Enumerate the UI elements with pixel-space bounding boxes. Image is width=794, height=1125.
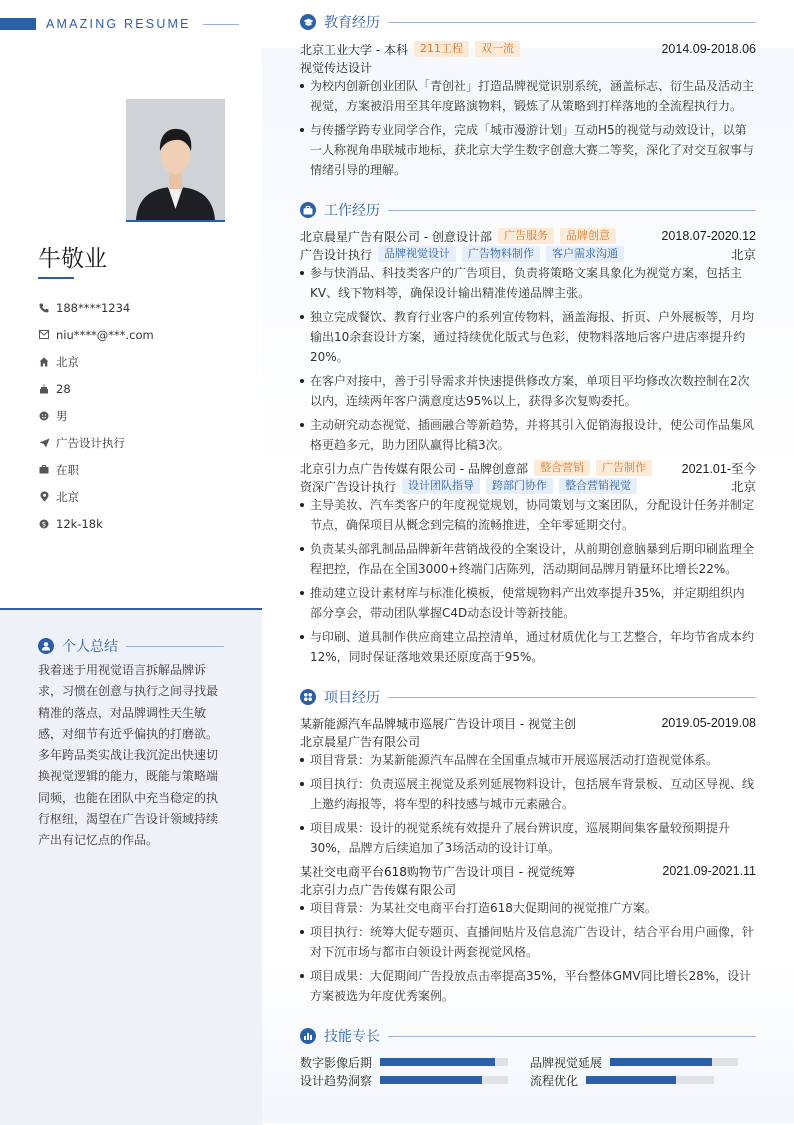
list-item: 独立完成餐饮、教育行业客户的系列宣传物料，涵盖海报、折页、户外展板等，月均输出10余套设计方案，通过持续优化版式与色彩，使物料落地后客户进店率提升约20%。 — [300, 307, 756, 367]
project-row — [300, 714, 756, 732]
list-item: 为校内创新创业团队「青创社」打造品牌视觉识别系统，涵盖标志、衍生品及活动主视觉，方案被沿用至其年度路演物料，锻炼了从策略到打样落地的全流程执行力。 — [300, 76, 756, 116]
work-header — [300, 200, 756, 220]
job-role-row — [300, 245, 756, 263]
contact-text: 北京 — [56, 354, 79, 369]
education-school-row — [300, 40, 756, 58]
contact-text: 12k-18k — [56, 516, 103, 531]
graduation-cap-icon — [300, 14, 316, 30]
brand-header — [0, 16, 239, 32]
job-date: 2018.07-2020.12 — [661, 229, 756, 243]
project-company-row — [300, 732, 756, 750]
projects-line — [388, 697, 756, 698]
skill-item — [300, 1072, 508, 1088]
job-company: 北京晨星广告有限公司 - 创意设计部 — [300, 229, 492, 244]
briefcase-icon — [38, 464, 50, 476]
skill-tag: 广告物料制作 — [462, 246, 540, 262]
contact-list — [38, 294, 238, 537]
job-company: 北京引力点广告传媒有限公司 - 品牌创意部 — [300, 461, 528, 476]
gender-icon — [38, 410, 50, 422]
grid-icon — [300, 689, 316, 705]
contact-email — [38, 321, 238, 348]
project-row — [300, 862, 756, 880]
job-city: 北京 — [730, 480, 756, 494]
list-item: 项目成果：大促期间广告投放点击率提高35%，平台整体GMV同比增长28%，设计方案被选为年度优秀案例。 — [300, 966, 756, 1006]
education-major-row — [300, 58, 756, 76]
job-tag: 品牌创意 — [560, 228, 616, 244]
work-title: 工作经历 — [324, 203, 380, 219]
summary-title: 个人总结 — [62, 639, 118, 655]
job-date: 2021.01-至今 — [681, 462, 756, 476]
skill-bar-fill — [380, 1076, 482, 1084]
project-bullets — [300, 750, 756, 862]
school-tag: 双一流 — [475, 41, 520, 57]
project-date: 2019.05-2019.08 — [661, 716, 756, 730]
profile-photo — [126, 99, 225, 222]
project-bullets — [300, 898, 756, 1010]
skill-item — [300, 1054, 508, 1070]
list-item: 项目背景：为某社交电商平台打造618大促期间的视觉推广方案。 — [300, 898, 756, 918]
skill-tag: 品牌视觉设计 — [378, 246, 456, 262]
work-line — [388, 210, 756, 211]
projects-title: 项目经历 — [324, 690, 380, 706]
contact-age — [38, 375, 238, 402]
job-bullets — [300, 263, 756, 459]
list-item: 项目背景：为某新能源汽车品牌在全国重点城市开展巡展活动打造视觉体系。 — [300, 750, 756, 770]
skill-bar-fill — [586, 1076, 676, 1084]
cake-icon — [38, 383, 50, 395]
contact-salary — [38, 510, 238, 537]
job-bullets — [300, 495, 756, 671]
contact-text: 28 — [56, 381, 71, 396]
skill-name: 品牌视觉延展 — [530, 1055, 603, 1070]
list-item: 参与快消品、科技类客户的广告项目，负责将策略文案具象化为视觉方案，包括主KV、线下物料等，确保设计输出精准传递品牌主张。 — [300, 263, 756, 303]
contact-location — [38, 483, 238, 510]
list-item: 项目成果：设计的视觉系统有效提升了展台辨识度，巡展期间集客量较预期提升30%，品牌方后续追加了3场活动的设计订单。 — [300, 818, 756, 858]
list-item: 在客户对接中，善于引导需求并快速提供修改方案，单项目平均修改次数控制在2次以内，连续两年客户满意度达95%以上，获得多次复购委托。 — [300, 371, 756, 411]
summary-header — [38, 636, 224, 656]
major: 视觉传达设计 — [300, 60, 373, 75]
project-name: 某新能源汽车品牌城市巡展广告设计项目 - 视觉主创 — [300, 716, 576, 731]
skill-bar-fill — [610, 1058, 712, 1066]
skill-tag: 设计团队指导 — [402, 478, 480, 494]
svg-text:$: $ — [41, 520, 47, 529]
name-underline — [38, 277, 74, 279]
contact-home — [38, 348, 238, 375]
skills-title: 技能专长 — [324, 1029, 380, 1045]
job-city: 北京 — [730, 248, 756, 262]
job-tag: 广告制作 — [596, 460, 652, 476]
location-pin-icon — [38, 491, 50, 503]
project-company: 北京引力点广告传媒有限公司 — [300, 882, 457, 897]
bar-chart-icon — [300, 1028, 316, 1044]
skills-header — [300, 1026, 756, 1046]
skill-tag: 跨部门协作 — [486, 478, 553, 494]
education-title: 教育经历 — [324, 15, 380, 31]
skill-bar — [380, 1058, 508, 1066]
skill-bar — [610, 1058, 738, 1066]
list-item: 项目执行：负责巡展主视觉及系列延展物料设计，包括展车背景板、互动区导视、线上邀约海报等，将车型的科技感与城市元素融合。 — [300, 774, 756, 814]
project-name: 某社交电商平台618购物节广告设计项目 - 视觉统筹 — [300, 864, 575, 879]
contact-text: niu****@***.com — [56, 327, 154, 342]
job-company-row — [300, 459, 756, 477]
skill-name: 流程优化 — [530, 1073, 579, 1088]
contact-status — [38, 456, 238, 483]
job-role: 广告设计执行 — [300, 247, 373, 262]
brand-line — [203, 24, 239, 25]
skill-bar — [586, 1076, 714, 1084]
school-name: 北京工业大学 - 本科 — [300, 42, 408, 57]
skill-bar-fill — [380, 1058, 495, 1066]
brand-block — [0, 18, 36, 30]
profile-name: 牛敬业 — [38, 246, 107, 272]
contact-text: 188****1234 — [56, 300, 131, 315]
list-item: 主导美妆、汽车类客户的年度视觉规划，协同策划与文案团队，分配设计任务并制定节点，确保项目从概念到完稿的流畅推进，全年零延期交付。 — [300, 495, 756, 535]
send-icon — [38, 437, 50, 449]
skill-tag: 整合营销视觉 — [559, 478, 637, 494]
list-item: 项目执行：统筹大促专题页、直播间贴片及信息流广告设计，结合平台用户画像，针对下沉市场与都市白领设计两套视觉风格。 — [300, 922, 756, 962]
skill-name: 设计趋势洞察 — [300, 1073, 373, 1088]
school-tag: 211工程 — [414, 41, 469, 57]
contact-text: 北京 — [56, 489, 79, 504]
education-header — [300, 12, 756, 32]
skill-tag: 客户需求沟通 — [546, 246, 624, 262]
job-role-row — [300, 477, 756, 495]
contact-gender — [38, 402, 238, 429]
salary-icon — [38, 518, 50, 530]
mail-icon — [38, 329, 50, 341]
skill-name: 数字影像后期 — [300, 1055, 373, 1070]
list-item: 推动建立设计素材库与标准化模板，使常规物料产出效率提升35%，并定期组织内部分享会，带动团队掌握C4D动态设计等新技能。 — [300, 583, 756, 623]
skills-line — [388, 1036, 756, 1037]
brand-text: AMAZING RESUME — [46, 17, 191, 31]
summary-line — [126, 646, 224, 647]
list-item: 负责某头部乳制品品牌新年营销战役的全案设计，从前期创意脑暴到后期印刷监理全程把控，作品在全国3000+终端门店陈列，活动期间品牌月销量环比增长22%。 — [300, 539, 756, 579]
skill-item — [530, 1072, 714, 1088]
user-icon — [38, 638, 54, 654]
skill-item — [530, 1054, 738, 1070]
project-company-row — [300, 880, 756, 898]
contact-text: 广告设计执行 — [56, 435, 125, 450]
phone-icon — [38, 302, 50, 314]
list-item: 与传播学跨专业同学合作，完成「城市漫游计划」互动H5的视觉与动效设计，以第一人称视角串联城市地标，获北京大学生数字创意大赛二等奖，深化了对交互叙事与情绪引导的理解。 — [300, 120, 756, 180]
list-item: 与印刷、道具制作供应商建立品控清单，通过材质优化与工艺整合，年均节省成本约12%，同时保证落地效果还原度高于95%。 — [300, 627, 756, 667]
home-icon — [38, 356, 50, 368]
contact-text: 男 — [56, 408, 68, 423]
job-company-row — [300, 227, 756, 245]
projects-header — [300, 687, 756, 707]
contact-text: 在职 — [56, 462, 79, 477]
job-tag: 整合营销 — [534, 460, 590, 476]
contact-position — [38, 429, 238, 456]
education-line — [388, 22, 756, 23]
summary-text: 我着迷于用视觉语言拆解品牌诉求，习惯在创意与执行之间寻找最精准的落点，对品牌调性天生敏感，对细节有近乎偏执的打磨欲。多年跨品类实战让我沉淀出快速切换视觉逻辑的能力，既能与策略端同频，也能在团队中充当稳定的执行枢纽，渴望在广告设计领域持续产出有记忆点的作品。 — [38, 663, 219, 848]
avatar-illustration — [126, 99, 225, 220]
education-date: 2014.09-2018.06 — [661, 42, 756, 56]
education-bullets — [300, 76, 756, 184]
briefcase-icon — [300, 202, 316, 218]
project-company: 北京晨星广告有限公司 — [300, 734, 421, 749]
list-item: 主动研究动态视觉、插画融合等新趋势，并将其引入促销海报设计，使公司作品集风格更趋多元，助力团队赢得比稿3次。 — [300, 415, 756, 455]
contact-phone — [38, 294, 238, 321]
project-date: 2021.09-2021.11 — [662, 864, 756, 878]
skill-bar — [380, 1076, 508, 1084]
job-role: 资深广告设计执行 — [300, 479, 397, 494]
job-tag: 广告服务 — [498, 228, 554, 244]
